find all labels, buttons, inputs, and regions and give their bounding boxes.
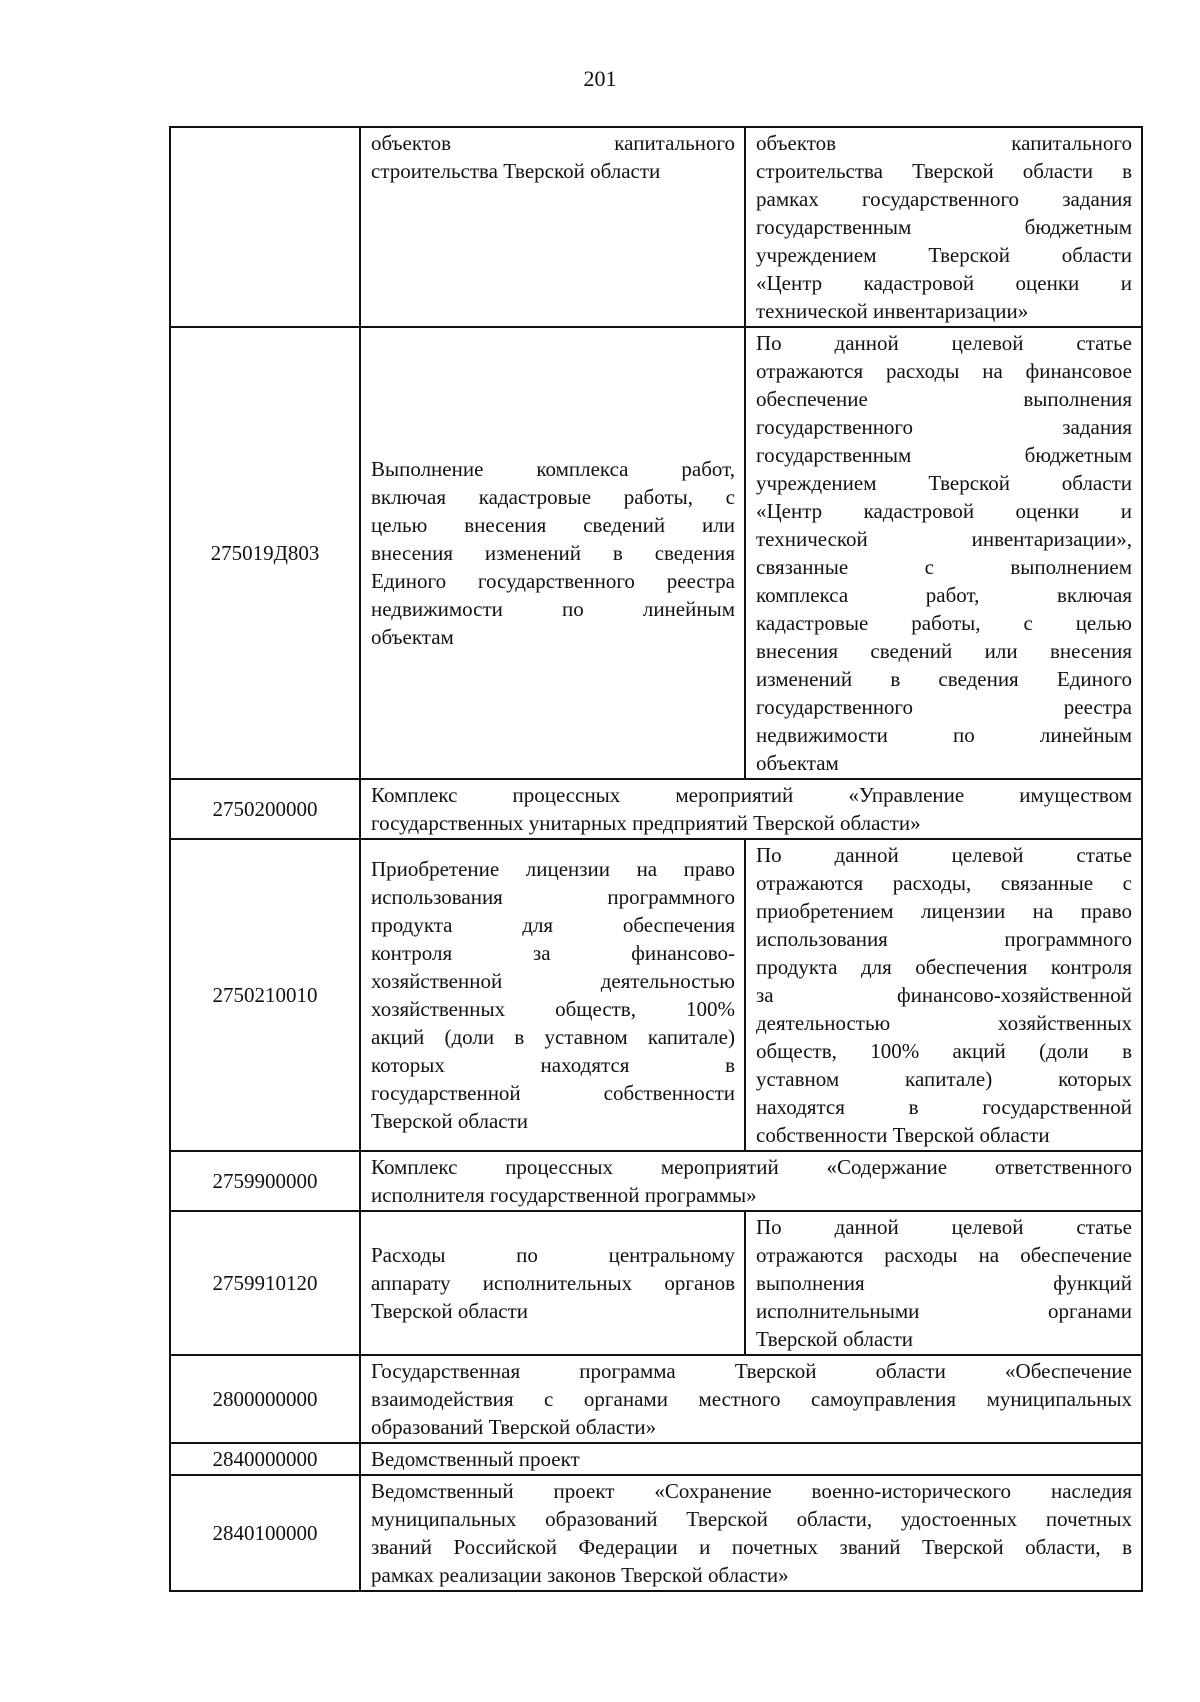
text-line: обществ, 100% акций (доли в — [756, 1039, 1132, 1063]
text-line: учреждением Тверской области — [756, 243, 1132, 267]
text-line: строительства Тверской области — [371, 159, 661, 183]
table-row — [170, 1355, 1142, 1443]
description-cell — [745, 1211, 1142, 1355]
code-cell: 2750210010 — [170, 839, 360, 1151]
text-line: государственных унитарных предприятий Тверской области» — [371, 811, 921, 835]
name-cell — [360, 1211, 745, 1355]
text-line: государственной собственности — [371, 1081, 735, 1105]
text-line: внесения изменений в сведения — [371, 541, 735, 565]
text-line: Комплекс процессных мероприятий «Содержание ответственного — [371, 1155, 1132, 1179]
text-line: использования программного — [371, 885, 735, 909]
text-line: «Центр кадастровой оценки и — [756, 271, 1132, 295]
merged-name-cell — [360, 1443, 1142, 1475]
text-line: Комплекс процессных мероприятий «Управление имуществом — [371, 783, 1132, 807]
text-line: технической инвентаризации» — [756, 299, 1029, 323]
text-line: Государственная программа Тверской области «Обеспечение — [371, 1359, 1132, 1383]
text-line: внесения сведений или внесения — [756, 639, 1132, 663]
table-row — [170, 127, 1142, 327]
text-line: рамках государственного задания — [756, 187, 1132, 211]
text-line: исполнительными органами — [756, 1299, 1132, 1323]
text-line: Выполнение комплекса работ, — [371, 457, 735, 481]
text-line: отражаются расходы на обеспечение — [756, 1243, 1132, 1267]
text-line: за финансово-хозяйственной — [756, 983, 1132, 1007]
text-line: деятельностью хозяйственных — [756, 1011, 1132, 1035]
table-row — [170, 1475, 1142, 1591]
text-line: аппарату исполнительных органов — [371, 1271, 735, 1295]
text-line: которых находятся в — [371, 1053, 735, 1077]
text-line: недвижимости по линейным — [756, 723, 1132, 747]
text-line: учреждением Тверской области — [756, 471, 1132, 495]
text-line: обеспечение выполнения — [756, 387, 1132, 411]
text-line: включая кадастровые работы, с — [371, 485, 735, 509]
text-line: продукта для обеспечения — [371, 913, 735, 937]
text-line: объектам — [371, 625, 454, 649]
merged-name-cell — [360, 1475, 1142, 1591]
page-number: 201 — [583, 66, 617, 91]
text-line: хозяйственных обществ, 100% — [371, 997, 735, 1021]
code-cell: 2840000000 — [170, 1443, 360, 1475]
text-line: находятся в государственной — [756, 1095, 1132, 1119]
text-line: исполнителя государственной программы» — [371, 1183, 757, 1207]
description-cell — [745, 327, 1142, 779]
text-line: государственным бюджетным — [756, 215, 1132, 239]
text-line: объектов капитального — [756, 131, 1132, 155]
text-line: использования программного — [756, 927, 1132, 951]
merged-name-cell — [360, 779, 1142, 839]
text-line: Единого государственного реестра — [371, 569, 735, 593]
text-line: Ведомственный проект — [371, 1447, 580, 1471]
text-line: приобретением лицензии на право — [756, 899, 1132, 923]
text-line: связанные с выполнением — [756, 555, 1132, 579]
table-row — [170, 327, 1142, 779]
text-line: «Центр кадастровой оценки и — [756, 499, 1132, 523]
text-line: акций (доли в уставном капитале) — [371, 1025, 735, 1049]
text-line: муниципальных образований Тверской области, удостоенных почетных — [371, 1507, 1132, 1531]
table-row — [170, 1443, 1142, 1475]
text-line: технической инвентаризации», — [756, 527, 1132, 551]
text-line: объектам — [756, 751, 839, 775]
text-line: контроля за финансово- — [371, 941, 735, 965]
text-line: отражаются расходы, связанные с — [756, 871, 1132, 895]
code-cell: 2750200000 — [170, 779, 360, 839]
code-cell: 2759900000 — [170, 1151, 360, 1211]
code-cell: 2840100000 — [170, 1475, 360, 1591]
table-row — [170, 1211, 1142, 1355]
text-line: продукта для обеспечения контроля — [756, 955, 1132, 979]
text-line: строительства Тверской области в — [756, 159, 1132, 183]
name-cell — [360, 127, 745, 327]
text-line: хозяйственной деятельностью — [371, 969, 735, 993]
text-line: государственного реестра — [756, 695, 1132, 719]
merged-name-cell — [360, 1355, 1142, 1443]
text-line: образований Тверской области» — [371, 1415, 657, 1439]
text-line: рамках реализации законов Тверской области» — [371, 1563, 789, 1587]
text-line: Расходы по центральному — [371, 1243, 735, 1267]
text-line: Тверской области — [756, 1327, 914, 1351]
text-line: Тверской области — [371, 1109, 529, 1133]
budget-classification-table — [169, 126, 1143, 1592]
text-line: По данной целевой статье — [756, 331, 1132, 355]
text-line: званий Российской Федерации и почетных званий Тверской области, в — [371, 1535, 1132, 1559]
description-cell — [745, 127, 1142, 327]
text-line: комплекса работ, включая — [756, 583, 1132, 607]
text-line: уставном капитале) которых — [756, 1067, 1132, 1091]
text-line: объектов капитального — [371, 131, 735, 155]
code-cell — [170, 127, 360, 327]
text-line: изменений в сведения Единого — [756, 667, 1132, 691]
text-line: По данной целевой статье — [756, 1215, 1132, 1239]
text-line: Ведомственный проект «Сохранение военно-исторического наследия — [371, 1479, 1132, 1503]
text-line: государственного задания — [756, 415, 1132, 439]
text-line: государственным бюджетным — [756, 443, 1132, 467]
text-line: Тверской области — [371, 1299, 529, 1323]
name-cell — [360, 839, 745, 1151]
text-line: По данной целевой статье — [756, 843, 1132, 867]
text-line: недвижимости по линейным — [371, 597, 735, 621]
code-cell: 2800000000 — [170, 1355, 360, 1443]
text-line: выполнения функций — [756, 1271, 1132, 1295]
text-line: целью внесения сведений или — [371, 513, 735, 537]
table-row — [170, 839, 1142, 1151]
description-cell — [745, 839, 1142, 1151]
table-row — [170, 1151, 1142, 1211]
text-line: собственности Тверской области — [756, 1123, 1050, 1147]
text-line: кадастровые работы, с целью — [756, 611, 1132, 635]
text-line: отражаются расходы на финансовое — [756, 359, 1132, 383]
text-line: взаимодействия с органами местного самоуправления муниципальных — [371, 1387, 1132, 1411]
code-cell: 275019Д803 — [170, 327, 360, 779]
code-cell: 2759910120 — [170, 1211, 360, 1355]
name-cell — [360, 327, 745, 779]
table-row — [170, 779, 1142, 839]
text-line: Приобретение лицензии на право — [371, 857, 735, 881]
merged-name-cell — [360, 1151, 1142, 1211]
